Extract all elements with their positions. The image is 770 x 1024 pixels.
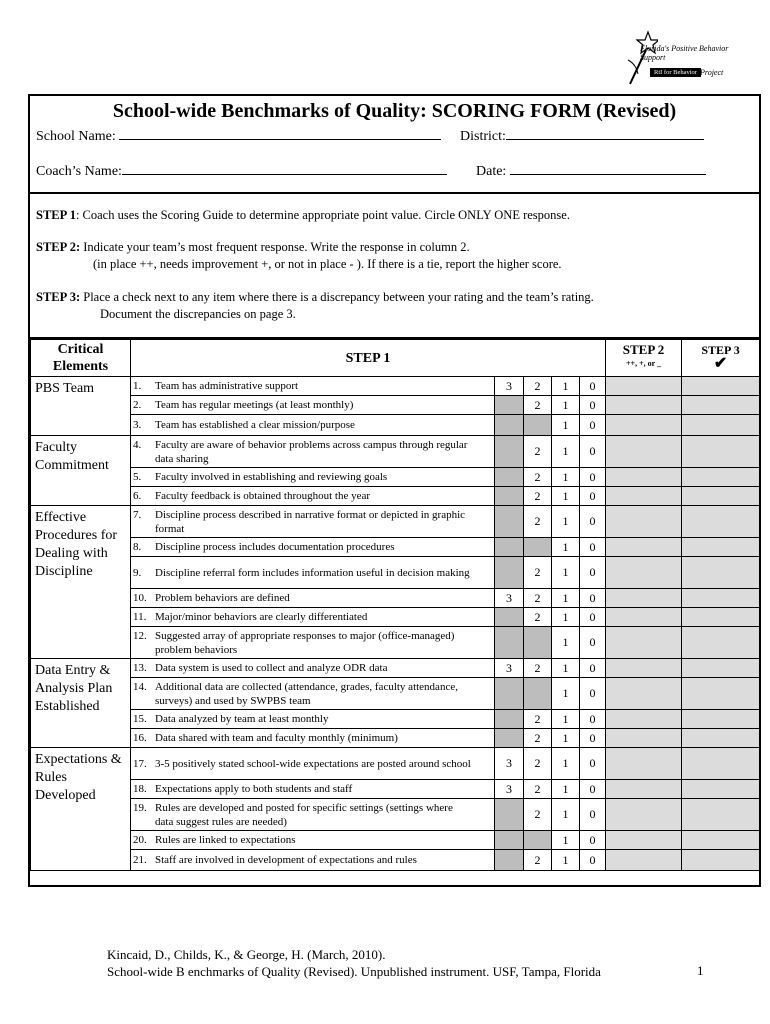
score-blank [495, 710, 524, 729]
item-description: Data system is used to collect and analyze ODR data [155, 662, 388, 674]
score-option[interactable]: 3 [495, 748, 524, 780]
step3-check-cell[interactable] [682, 506, 760, 538]
score-option[interactable]: 0 [580, 799, 606, 831]
step2-response-cell[interactable] [606, 396, 682, 415]
element-procedures: Effective Procedures for Dealing with Discipline [31, 506, 131, 659]
table-row [31, 557, 760, 589]
score-option[interactable]: 2 [524, 710, 552, 729]
table-row [31, 799, 760, 831]
table-row [31, 748, 760, 780]
score-option[interactable]: 1 [552, 436, 580, 468]
table-row [31, 608, 760, 627]
score-option[interactable]: 1 [552, 396, 580, 415]
table-row [31, 436, 760, 468]
step3-instruction-cont: Document the discrepancies on page 3. [100, 307, 296, 321]
score-option[interactable]: 1 [552, 506, 580, 538]
step2-label: STEP 2: [36, 240, 81, 254]
score-option[interactable]: 0 [580, 831, 606, 850]
score-option[interactable]: 1 [552, 678, 580, 710]
step2-response-cell[interactable] [606, 850, 682, 871]
step3-instruction [36, 290, 594, 305]
item-description: Faculty feedback is obtained throughout the year [155, 490, 371, 502]
table-row [31, 468, 760, 487]
score-blank [495, 678, 524, 710]
step3-check-cell[interactable] [682, 487, 760, 506]
item-description: Team has established a clear mission/purpose [155, 419, 355, 431]
table-row [31, 729, 760, 748]
score-blank [495, 608, 524, 627]
date-field[interactable] [476, 162, 706, 180]
step2-response-cell[interactable] [606, 468, 682, 487]
score-option[interactable]: 0 [580, 487, 606, 506]
step1-text: : Coach uses the Scoring Guide to determine appropriate point value. Circle ONLY ONE response. [75, 208, 570, 222]
step3-check-cell[interactable] [682, 831, 760, 850]
district-field[interactable] [460, 127, 704, 145]
item-description: Staff are involved in development of expectations and rules [155, 854, 417, 866]
score-option[interactable]: 0 [580, 396, 606, 415]
item-text [131, 538, 495, 557]
item-text [131, 850, 495, 871]
item-description: Faculty are aware of behavior problems across campus through regular data sharing [155, 438, 468, 465]
item-description: Suggested array of appropriate responses to major (office-managed) problem behaviors [155, 629, 455, 656]
item-description: Discipline process includes documentation procedures [155, 541, 395, 553]
item-description: Major/minor behaviors are clearly differentiated [155, 611, 368, 623]
item-description: Discipline referral form includes information useful in decision making [155, 566, 470, 579]
item-description: Additional data are collected (attendance, grades, faculty attendance, surveys) and used by SWPBS team [155, 680, 458, 707]
score-option[interactable]: 2 [524, 487, 552, 506]
table-row [31, 627, 760, 659]
header-step3 [682, 340, 760, 377]
item-number: 7. [133, 508, 142, 521]
item-number: 6. [133, 490, 142, 502]
score-option[interactable]: 3 [495, 377, 524, 396]
score-blank [495, 396, 524, 415]
item-text [131, 557, 495, 589]
score-blank [495, 468, 524, 487]
score-blank [524, 415, 552, 436]
score-blank [495, 850, 524, 871]
item-number: 21. [133, 854, 147, 866]
step2-response-cell[interactable] [606, 729, 682, 748]
score-option[interactable]: 2 [524, 608, 552, 627]
item-number: 5. [133, 471, 142, 483]
table-row [31, 659, 760, 678]
element-pbs-team: PBS Team [31, 377, 131, 436]
step2-instruction-cont: (in place ++, needs improvement +, or not in place - ). If there is a tie, report the higher score. [93, 257, 562, 271]
item-number: 20. [133, 834, 147, 846]
score-blank [495, 831, 524, 850]
step2-response-cell[interactable] [606, 748, 682, 780]
element-data: Data Entry & Analysis Plan Established [31, 659, 131, 748]
score-blank [524, 831, 552, 850]
step2-response-cell[interactable] [606, 710, 682, 729]
score-option[interactable]: 0 [580, 415, 606, 436]
element-faculty: Faculty Commitment [31, 436, 131, 506]
logo [618, 30, 736, 86]
step3-check-cell[interactable] [682, 436, 760, 468]
score-option[interactable]: 0 [580, 436, 606, 468]
item-number: 9. [133, 566, 142, 579]
item-number: 11. [133, 611, 147, 623]
logo-project-text: Project [700, 68, 724, 77]
item-text [131, 729, 495, 748]
score-blank [524, 627, 552, 659]
item-description: 3-5 positively stated school-wide expectations are posted around school [155, 757, 471, 770]
score-blank [495, 436, 524, 468]
score-option[interactable]: 1 [552, 589, 580, 608]
score-option[interactable]: 1 [552, 415, 580, 436]
item-text [131, 487, 495, 506]
step1-label: STEP 1 [36, 208, 76, 222]
page-title: School-wide Benchmarks of Quality: SCORING FORM (Revised) [112, 100, 677, 122]
score-option[interactable]: 0 [580, 557, 606, 589]
step3-check-cell[interactable] [682, 748, 760, 780]
school-name-field[interactable] [36, 127, 441, 145]
score-option[interactable]: 2 [524, 377, 552, 396]
step3-check-cell[interactable] [682, 468, 760, 487]
date-label: Date: [476, 164, 507, 179]
district-line [506, 127, 704, 140]
item-number: 19. [133, 801, 147, 814]
step2-response-cell[interactable] [606, 589, 682, 608]
score-blank [495, 557, 524, 589]
item-description: Expectations apply to both students and staff [155, 783, 353, 795]
check-mark-icon: ✔ [713, 355, 728, 372]
table-row [31, 780, 760, 799]
scoring-form [28, 94, 761, 887]
item-text [131, 589, 495, 608]
instructions [30, 194, 759, 339]
step3-check-cell[interactable] [682, 799, 760, 831]
step3-check-cell[interactable] [682, 608, 760, 627]
step3-check-cell[interactable] [682, 729, 760, 748]
step3-check-cell[interactable] [682, 377, 760, 396]
item-description: Rules are developed and posted for specific settings (settings where data suggest rules are needed) [155, 801, 453, 828]
score-option[interactable]: 2 [524, 799, 552, 831]
score-option[interactable]: 1 [552, 557, 580, 589]
step3-check-cell[interactable] [682, 589, 760, 608]
table-row [31, 678, 760, 710]
table-row [31, 377, 760, 396]
step2-response-cell[interactable] [606, 780, 682, 799]
table-row [31, 710, 760, 729]
item-number: 3. [133, 419, 142, 431]
table-header-row [31, 340, 760, 377]
item-text [131, 608, 495, 627]
step3-text: Place a check next to any item where there is a discrepancy between your rating and the team’s rating. [80, 290, 594, 304]
step3-label: STEP 3: [36, 290, 81, 304]
table-row [31, 589, 760, 608]
citation-line-1: Kincaid, D., Childs, K., & George, H. (March, 2010). [107, 947, 386, 962]
score-option[interactable]: 0 [580, 608, 606, 627]
score-option[interactable]: 1 [552, 780, 580, 799]
score-option[interactable]: 0 [580, 659, 606, 678]
score-option[interactable]: 2 [524, 506, 552, 538]
score-blank [524, 678, 552, 710]
date-line [510, 162, 706, 175]
item-number: 16. [133, 732, 147, 744]
score-option[interactable]: 0 [580, 468, 606, 487]
score-blank [495, 415, 524, 436]
score-blank [495, 729, 524, 748]
item-text [131, 627, 495, 659]
item-description: Data analyzed by team at least monthly [155, 713, 329, 725]
score-option[interactable]: 0 [580, 627, 606, 659]
form-header [30, 96, 759, 194]
score-option[interactable]: 2 [524, 589, 552, 608]
coach-name-line [122, 162, 447, 175]
item-text [131, 678, 495, 710]
header-step1: STEP 1 [131, 340, 606, 377]
table-row [31, 831, 760, 850]
step3-check-cell[interactable] [682, 850, 760, 871]
item-number: 8. [133, 541, 142, 553]
item-number: 15. [133, 713, 147, 725]
score-option[interactable]: 2 [524, 436, 552, 468]
step2-response-cell[interactable] [606, 557, 682, 589]
item-text [131, 780, 495, 799]
citation [107, 946, 601, 980]
item-text [131, 659, 495, 678]
step2-response-cell[interactable] [606, 377, 682, 396]
score-option[interactable]: 0 [580, 678, 606, 710]
score-option[interactable]: 1 [552, 538, 580, 557]
score-option[interactable]: 2 [524, 729, 552, 748]
step3-check-cell[interactable] [682, 415, 760, 436]
step2-response-cell[interactable] [606, 487, 682, 506]
item-description: Discipline process described in narrative format or depicted in graphic format [155, 508, 466, 535]
score-option[interactable]: 2 [524, 780, 552, 799]
item-number: 10. [133, 592, 147, 604]
score-option[interactable]: 3 [495, 659, 524, 678]
step1-instruction [36, 208, 570, 223]
step2-response-cell[interactable] [606, 831, 682, 850]
scoring-table [30, 339, 760, 871]
score-option[interactable]: 3 [495, 589, 524, 608]
school-name-label: School Name: [36, 129, 116, 144]
score-option[interactable]: 0 [580, 850, 606, 871]
score-option[interactable]: 0 [580, 729, 606, 748]
item-number: 2. [133, 399, 142, 411]
score-option[interactable]: 1 [552, 729, 580, 748]
item-text [131, 468, 495, 487]
table-row [31, 538, 760, 557]
score-option[interactable]: 1 [552, 608, 580, 627]
step3-check-cell[interactable] [682, 627, 760, 659]
item-text [131, 436, 495, 468]
score-option[interactable]: 1 [552, 799, 580, 831]
item-number: 17. [133, 757, 147, 770]
element-expectations: Expectations & Rules Developed [31, 748, 131, 871]
table-row [31, 850, 760, 871]
item-description: Rules are linked to expectations [155, 834, 296, 846]
item-text [131, 710, 495, 729]
score-option[interactable]: 0 [580, 589, 606, 608]
step2-response-cell[interactable] [606, 659, 682, 678]
item-number: 13. [133, 662, 147, 674]
district-label: District: [460, 129, 506, 144]
score-option[interactable]: 2 [524, 659, 552, 678]
score-option[interactable]: 1 [552, 377, 580, 396]
score-option[interactable]: 1 [552, 487, 580, 506]
item-description: Faculty involved in establishing and reviewing goals [155, 471, 388, 483]
score-option[interactable]: 1 [552, 710, 580, 729]
step2-instruction [36, 240, 470, 255]
step2-response-cell[interactable] [606, 608, 682, 627]
score-option[interactable]: 0 [580, 748, 606, 780]
coach-name-field[interactable] [36, 162, 447, 180]
score-option[interactable]: 1 [552, 468, 580, 487]
item-description: Data shared with team and faculty monthly (minimum) [155, 732, 398, 744]
score-blank [524, 538, 552, 557]
table-row [31, 415, 760, 436]
item-text [131, 831, 495, 850]
step3-check-cell[interactable] [682, 678, 760, 710]
header-step3-label: STEP 3 [701, 343, 740, 357]
item-text [131, 506, 495, 538]
score-option[interactable]: 0 [580, 506, 606, 538]
score-option[interactable]: 1 [552, 850, 580, 871]
score-option[interactable]: 1 [552, 659, 580, 678]
header-step2-sub: ++, +, or _ [626, 359, 662, 368]
item-text [131, 377, 495, 396]
score-option[interactable]: 2 [524, 850, 552, 871]
item-description: Team has regular meetings (at least monthly) [155, 399, 354, 411]
score-blank [495, 506, 524, 538]
score-option[interactable]: 1 [552, 627, 580, 659]
step3-check-cell[interactable] [682, 710, 760, 729]
item-number: 12. [133, 629, 147, 642]
step2-response-cell[interactable] [606, 415, 682, 436]
step2-response-cell[interactable] [606, 799, 682, 831]
score-blank [495, 627, 524, 659]
step2-response-cell[interactable] [606, 627, 682, 659]
score-blank [495, 799, 524, 831]
score-option[interactable]: 3 [495, 780, 524, 799]
score-option[interactable]: 2 [524, 557, 552, 589]
step2-response-cell[interactable] [606, 436, 682, 468]
item-text [131, 396, 495, 415]
score-option[interactable]: 1 [552, 831, 580, 850]
score-option[interactable]: 0 [580, 780, 606, 799]
citation-line-2: School-wide B enchmarks of Quality (Revised). Unpublished instrument. USF, Tampa, Florida [107, 964, 601, 979]
header-step2-label: STEP 2 [622, 342, 665, 357]
score-option[interactable]: 0 [580, 538, 606, 557]
step3-check-cell[interactable] [682, 659, 760, 678]
item-description: Team has administrative support [155, 380, 299, 392]
item-number: 18. [133, 783, 147, 795]
score-option[interactable]: 2 [524, 748, 552, 780]
item-text [131, 415, 495, 436]
table-row [31, 396, 760, 415]
coach-name-label: Coach’s Name: [36, 164, 122, 179]
step2-response-cell[interactable] [606, 538, 682, 557]
header-step2 [606, 340, 682, 377]
score-blank [495, 538, 524, 557]
score-option[interactable]: 0 [580, 377, 606, 396]
school-name-line [119, 127, 441, 140]
step3-check-cell[interactable] [682, 780, 760, 799]
logo-badge: RtI for Behavior [650, 68, 701, 77]
table-row [31, 506, 760, 538]
score-option[interactable]: 2 [524, 396, 552, 415]
score-option[interactable]: 0 [580, 710, 606, 729]
step3-check-cell[interactable] [682, 538, 760, 557]
logo-brand-text: Florida's Positive Behavior Support [640, 44, 729, 62]
score-blank [495, 487, 524, 506]
item-description: Problem behaviors are defined [155, 592, 290, 604]
step3-check-cell[interactable] [682, 396, 760, 415]
header-critical-elements: Critical Elements [31, 340, 131, 377]
step2-response-cell[interactable] [606, 678, 682, 710]
item-number: 14. [133, 680, 147, 693]
step3-check-cell[interactable] [682, 557, 760, 589]
item-number: 4. [133, 438, 142, 451]
item-text [131, 799, 495, 831]
score-option[interactable]: 1 [552, 748, 580, 780]
step2-text: Indicate your team’s most frequent response. Write the response in column 2. [80, 240, 470, 254]
item-number: 1. [133, 380, 142, 392]
score-option[interactable]: 2 [524, 468, 552, 487]
step2-response-cell[interactable] [606, 506, 682, 538]
item-text [131, 748, 495, 780]
page-number: 1 [697, 963, 704, 978]
table-row [31, 487, 760, 506]
